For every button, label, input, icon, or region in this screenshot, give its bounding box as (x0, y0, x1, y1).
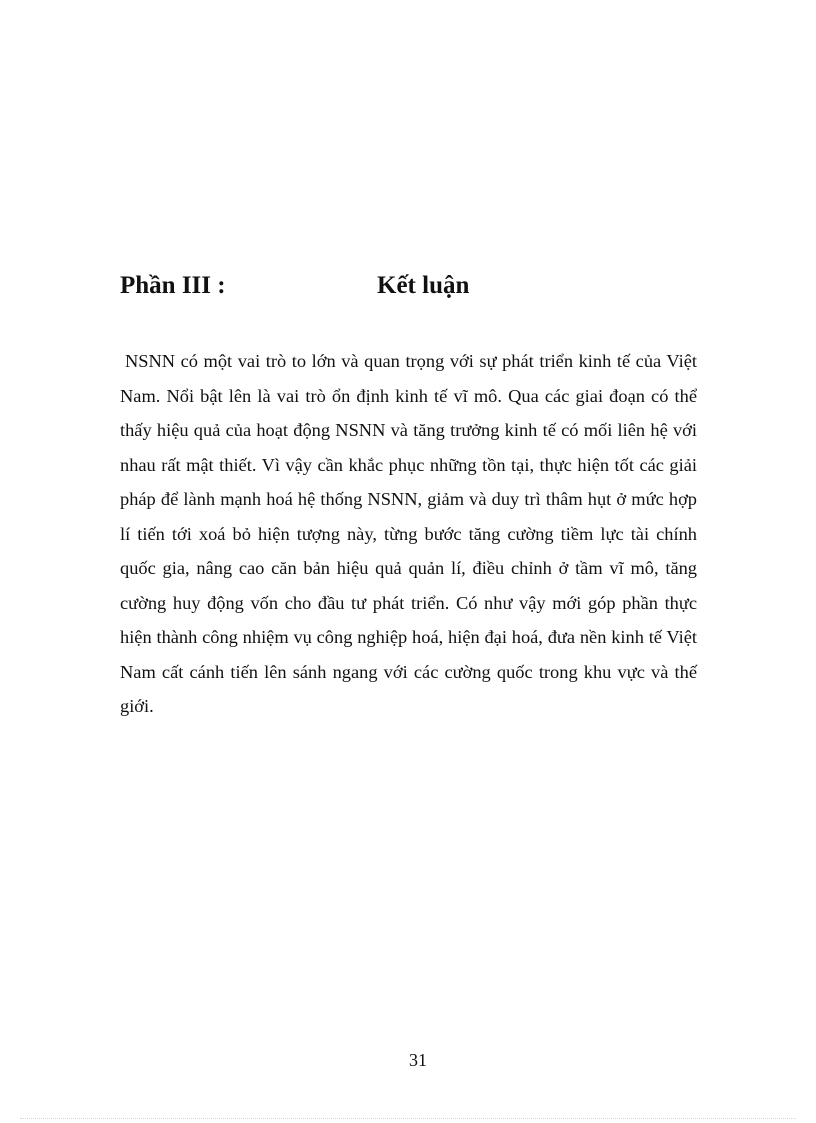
page-bottom-divider (20, 1118, 796, 1119)
section-title: Kết luận (377, 272, 470, 299)
section-part-label: Phần III : (120, 272, 226, 299)
section-heading (120, 272, 700, 312)
page-number: 31 (409, 1050, 427, 1070)
conclusion-paragraph: NSNN có một vai trò to lớn và quan trọng với sự phát triển kinh tế của Việt Nam. Nổi bật lên là vai trò ổn định kinh tế vĩ mô. Qua các giai đoạn có thể thấy hiệu quả của hoạt động NSNN và tăng trưởng kinh tế có mối liên hệ với nhau rất mật thiết. Vì vậy cần khắc phục những tồn tại, thực hiện tốt các giải pháp để lành mạnh hoá hệ thống NSNN, giảm và duy trì thâm hụt ở mức hợp lí tiến tới xoá bỏ hiện tượng này, từng bước tăng cường tiềm lực tài chính quốc gia, nâng cao căn bản hiệu quả quản lí, điều chỉnh ở tầm vĩ mô, tăng cường huy động vốn cho đầu tư phát triển. Có như vậy mới góp phần thực hiện thành công nhiệm vụ công nghiệp hoá, hiện đại hoá, đưa nền kinh tế Việt Nam cất cánh tiến lên sánh ngang với các cường quốc trong khu vực và thế giới. (120, 351, 697, 716)
